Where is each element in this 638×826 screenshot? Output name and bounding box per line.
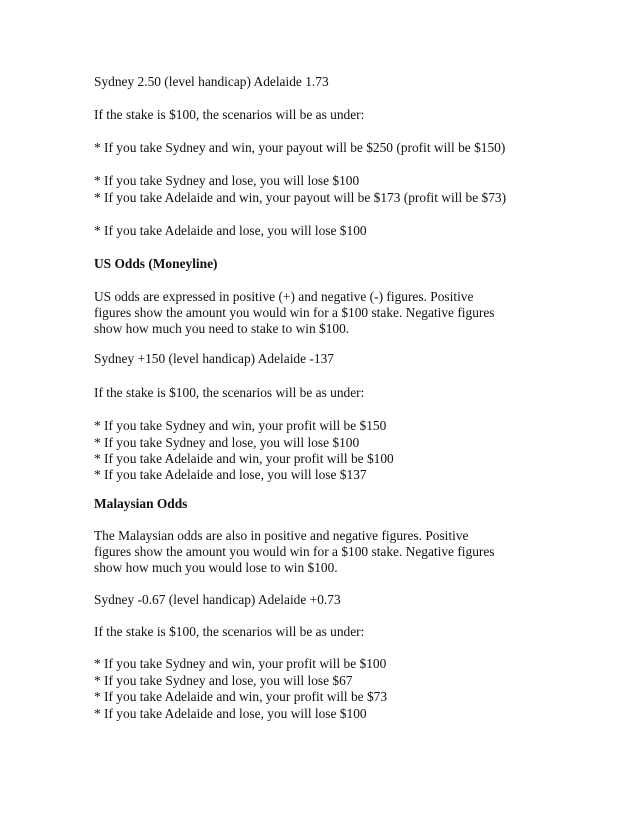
list-item: * If you take Sydney and win, your payout will be $250 (profit will be $150) [94, 140, 506, 155]
list-item: * If you take Adelaide and win, your payout will be $173 (profit will be $73) [94, 190, 507, 205]
us-odds-paragraph-line: US odds are expressed in positive (+) and negative (-) figures. Positive [94, 289, 474, 304]
decimal-odds-line: Sydney 2.50 (level handicap) Adelaide 1.73 [94, 74, 329, 89]
list-item: * If you take Sydney and lose, you will lose $100 [94, 173, 360, 188]
malaysian-scenarios-intro: If the stake is $100, the scenarios will be as under: [94, 624, 365, 639]
list-item: * If you take Sydney and win, your profit will be $150 [94, 418, 387, 433]
us-odds-heading: US Odds (Moneyline) [94, 256, 218, 271]
malaysian-odds-paragraph-line: The Malaysian odds are also in positive and negative figures. Positive [94, 528, 469, 543]
list-item: * If you take Adelaide and lose, you will lose $100 [94, 223, 367, 238]
us-scenarios-intro: If the stake is $100, the scenarios will be as under: [94, 385, 365, 400]
malaysian-odds-paragraph-line: figures show the amount you would win for a $100 stake. Negative figures [94, 544, 495, 559]
malaysian-odds-heading: Malaysian Odds [94, 496, 188, 511]
us-odds-line: Sydney +150 (level handicap) Adelaide -137 [94, 351, 334, 366]
list-item: * If you take Sydney and win, your profit will be $100 [94, 656, 387, 671]
us-odds-paragraph-line: figures show the amount you would win for a $100 stake. Negative figures [94, 305, 495, 320]
malaysian-odds-line: Sydney -0.67 (level handicap) Adelaide +0.73 [94, 592, 341, 607]
decimal-scenarios-intro: If the stake is $100, the scenarios will be as under: [94, 107, 365, 122]
list-item: * If you take Sydney and lose, you will lose $100 [94, 435, 360, 450]
list-item: * If you take Adelaide and win, your profit will be $100 [94, 451, 394, 466]
us-odds-paragraph-line: show how much you need to stake to win $100. [94, 321, 350, 336]
malaysian-odds-paragraph-line: show how much you would lose to win $100. [94, 560, 338, 575]
list-item: * If you take Adelaide and win, your profit will be $73 [94, 689, 388, 704]
list-item: * If you take Sydney and lose, you will lose $67 [94, 673, 353, 688]
list-item: * If you take Adelaide and lose, you will lose $100 [94, 706, 367, 721]
list-item: * If you take Adelaide and lose, you will lose $137 [94, 467, 367, 482]
